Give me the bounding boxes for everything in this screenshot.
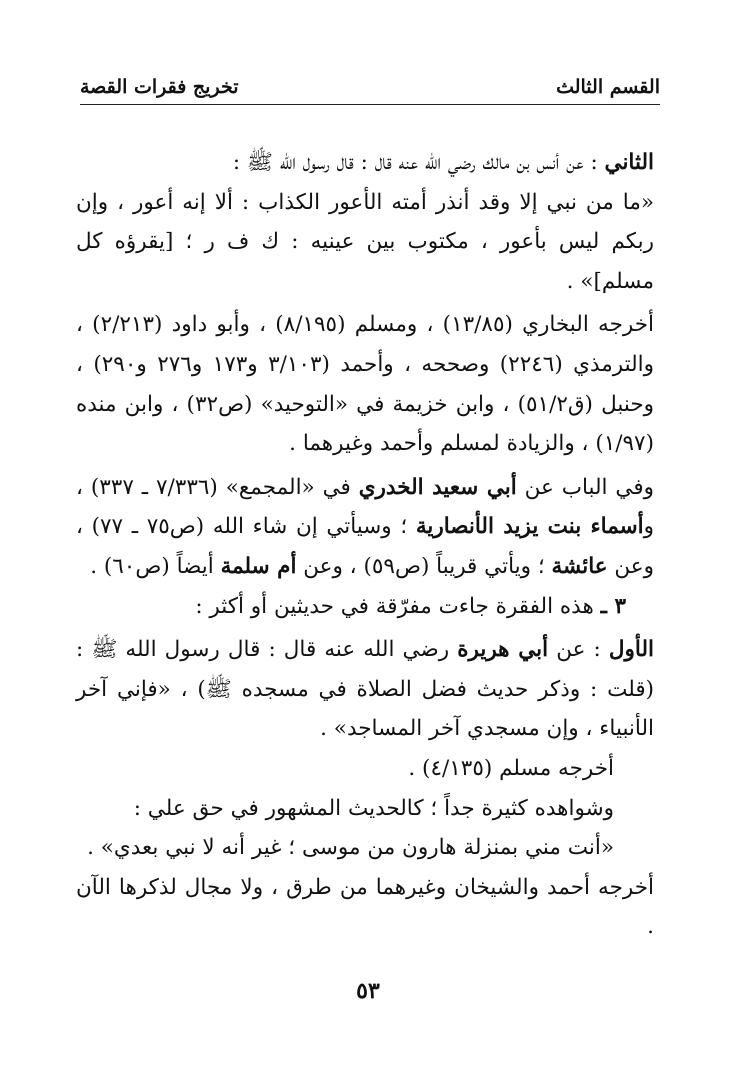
text-run: وفي الباب عن [516,474,654,500]
paragraph [76,143,654,183]
header-rule [80,104,660,105]
paragraph: أخرجه البخاري (١٣/٨٥) ، ومسلم (٨/١٩٥) ، وأبو داود (٢/٢١٣) ، والترمذي (٢٢٤٦) وصححه ، وأحمد (٣/١٠٣ و١٧٣ و٢٧٦ و٢٩٠) ، وحنبل (ق٥١/٢) ، وابن خزيمة في «التوحيد» (ص٣٢) ، وابن منده (١/٩٧) ، والزيادة لمسلم وأحمد وغيرهما . [76,312,655,457]
text-run: ؛ وسيأتي إن شاء الله (ص٧٥ ـ ٧٧) ، وعن [76,514,654,579]
text-run: هذه الفقرة جاءت مفرّقة في حديثين أو أكثر : [195,593,601,619]
paragraph: «أنت مني بمنزلة هارون من موسى ؛ غير أنه لا نبي بعدي» . [87,835,614,861]
text-run: في «المجمع» (٧/٣٣٦ ـ ٣٣٧) ، و [76,474,655,540]
paragraph: أخرجه أحمد والشيخان وغيرهما من طرق ، ولا مجال لذكرها الآن . [76,874,654,940]
chapter-title: تخريج فقرات القصة [80,76,239,98]
bold-term: الأول [608,637,654,663]
bold-term: أبي سعيد الخدري [358,474,517,500]
paragraph: «ما من نبي إلا وقد أنذر أمته الأعور الكذاب : ألا إنه أعور ، وإن ربكم ليس بأعور ، مكتوب بين عينيه : ك ف ر ؛ [يقرؤه كل مسلم]» . [76,189,654,294]
bold-term: أبي هريرة [457,637,549,663]
bold-term: ٣ ـ [600,593,626,619]
paragraph: أخرجه مسلم (٤/١٣٥) . [408,755,614,781]
bold-term: أم سلمة [220,553,297,579]
paragraph [76,468,654,587]
paragraph [76,587,654,627]
bold-term: أسماء بنت يزيد الأنصارية [415,514,644,540]
text-run: ؛ ويأتي قريباً (ص٥٩) ، وعن [296,553,552,579]
paragraph [76,630,654,749]
page-number: ٥٣ [356,978,380,1004]
paragraph: وشواهده كثيرة جداً ؛ كالحديث المشهور في حق علي : [133,795,614,821]
text-run: رضي الله عنه قال : قال رسول الله ﷺ : (قلت : وذكر حديث فضل الصلاة في مسجده ﷺ) ، «فإني آخر الأنبياء ، وإن مسجدي آخر المساجد» . [76,637,654,742]
text-run: : عن أنس بن مالك رضي الله عنه قال : قال رسول الله ﷺ : [232,150,605,175]
text-run: أيضاً (ص٦٠) . [90,553,221,579]
bold-term: الثاني [604,150,654,175]
text-run: : عن [548,637,609,663]
bold-term: عائشة [551,553,608,579]
running-header [80,72,660,102]
section-title: القسم الثالث [556,76,660,98]
main-text [76,143,654,947]
